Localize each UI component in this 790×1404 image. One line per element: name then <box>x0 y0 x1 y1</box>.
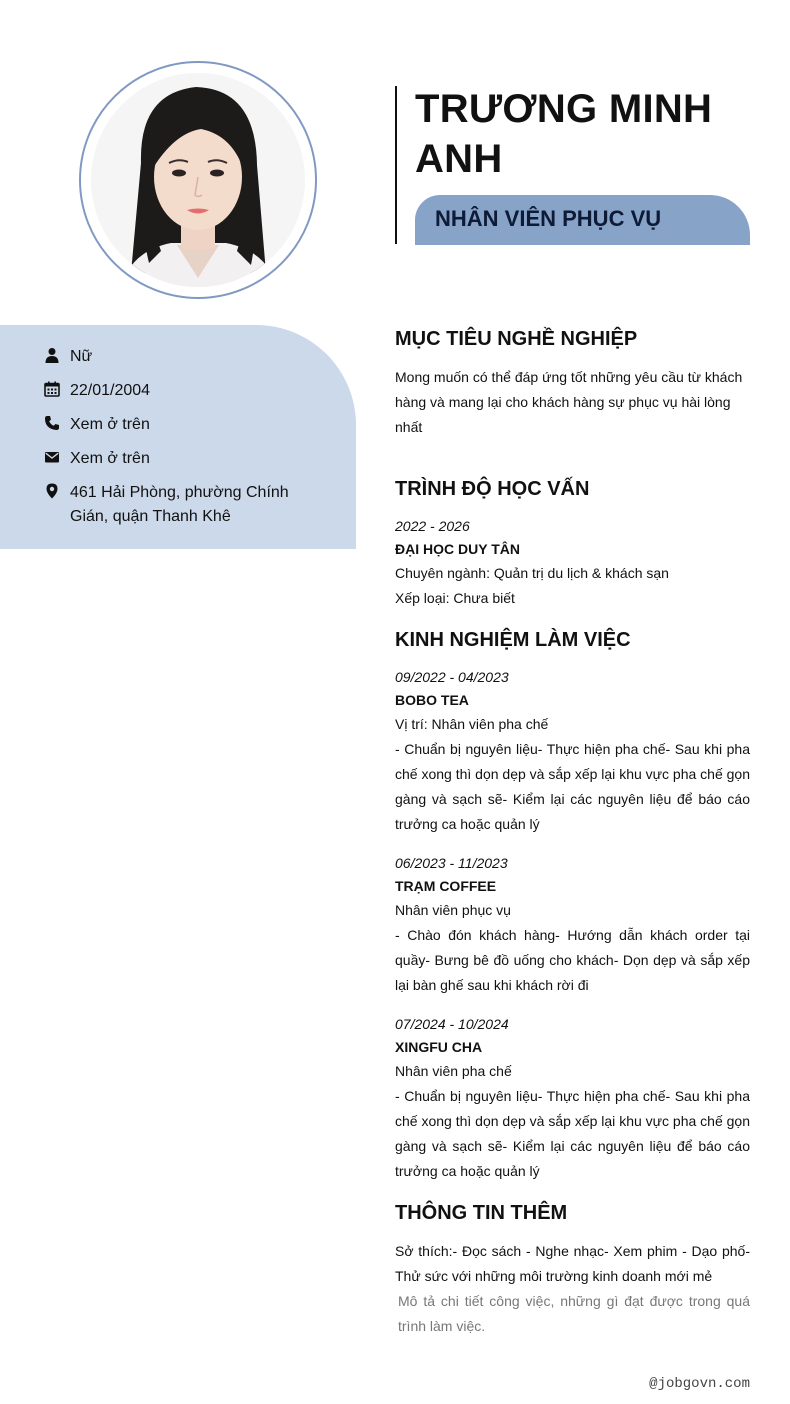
job-position: Nhân viên pha chế <box>395 1063 512 1079</box>
job-position: Vị trí: Nhân viên pha chế <box>395 716 549 732</box>
job-company: XINGFU CHA <box>395 1039 483 1055</box>
brand-watermark: @jobgovn.com <box>649 1376 750 1392</box>
personal-info-card <box>0 325 356 549</box>
location-pin-icon <box>44 483 60 499</box>
phone-icon <box>44 415 60 431</box>
envelope-icon <box>44 449 60 465</box>
extra-placeholder-text: Mô tả chi tiết công việc, những gì đạt được trong quá trình làm việc. <box>398 1293 750 1334</box>
job-description: - Chuẩn bị nguyên liệu- Thực hiện pha chế- Sau khi pha chế xong thì dọn dẹp và sắp xếp lại khu vực pha chế gọn gàng và sạch sẽ- Kiểm lại các nguyên liệu để báo cáo trưởng ca hoặc quản lý <box>395 1088 750 1179</box>
info-birthdate <box>44 379 300 403</box>
job-period: 07/2024 - 10/2024 <box>395 1016 509 1032</box>
info-address <box>44 481 300 529</box>
job-title: NHÂN VIÊN PHỤC VỤ <box>435 206 662 231</box>
education-period: 2022 - 2026 <box>395 518 470 534</box>
hobbies-text: Sở thích:- Đọc sách - Nghe nhạc- Xem phim - Dạo phố- Thử sức với những môi trường kinh doanh mới mẻ <box>395 1243 750 1284</box>
avatar-ring <box>79 61 317 299</box>
person-icon <box>44 347 60 363</box>
job-position: Nhân viên phục vụ <box>395 902 511 918</box>
job-company: BOBO TEA <box>395 692 469 708</box>
info-gender <box>44 345 300 369</box>
education-grade: Xếp loại: Chưa biết <box>395 590 515 606</box>
education-heading: TRÌNH ĐỘ HỌC VẤN <box>395 478 590 500</box>
avatar-portrait <box>91 73 305 287</box>
title-divider <box>395 86 397 244</box>
candidate-name: TRƯƠNG MINH ANH <box>415 87 713 181</box>
education-major: Chuyên ngành: Quản trị du lịch & khách sạn <box>395 565 669 581</box>
address-value: 461 Hải Phòng, phường Chính Gián, quận Thanh Khê <box>70 484 289 525</box>
job-company: TRẠM COFFEE <box>395 878 497 894</box>
gender-value: Nữ <box>70 348 93 365</box>
experience-heading: KINH NGHIỆM LÀM VIỆC <box>395 629 631 651</box>
objective-heading: MỤC TIÊU NGHỀ NGHIỆP <box>395 328 638 350</box>
birthdate-value: 22/01/2004 <box>70 382 151 399</box>
info-email <box>44 447 300 471</box>
job-title-banner <box>415 195 750 245</box>
extra-heading: THÔNG TIN THÊM <box>395 1202 568 1224</box>
job-period: 06/2023 - 11/2023 <box>395 855 508 871</box>
job-period: 09/2022 - 04/2023 <box>395 669 509 685</box>
info-phone <box>44 413 300 437</box>
avatar <box>91 73 305 287</box>
phone-value: Xem ở trên <box>70 416 150 433</box>
job-description: - Chuẩn bị nguyên liệu- Thực hiện pha chế- Sau khi pha chế xong thì dọn dẹp và sắp xếp lại khu vực pha chế gọn gàng và sạch sẽ- Kiểm lại các nguyên liệu để báo cáo trưởng ca hoặc quản lý <box>395 741 750 832</box>
calendar-icon <box>44 381 60 397</box>
job-description: - Chào đón khách hàng- Hướng dẫn khách order tại quầy- Bưng bê đồ uống cho khách- Dọn dẹp và sắp xếp lại bàn ghế sau khi khách rời đi <box>395 927 750 993</box>
objective-text: Mong muốn có thể đáp ứng tốt những yêu cầu từ khách hàng và mang lại cho khách hàng sự phục vụ hài lòng nhất <box>395 369 743 435</box>
email-value: Xem ở trên <box>70 450 150 467</box>
education-school: ĐẠI HỌC DUY TÂN <box>395 541 520 557</box>
